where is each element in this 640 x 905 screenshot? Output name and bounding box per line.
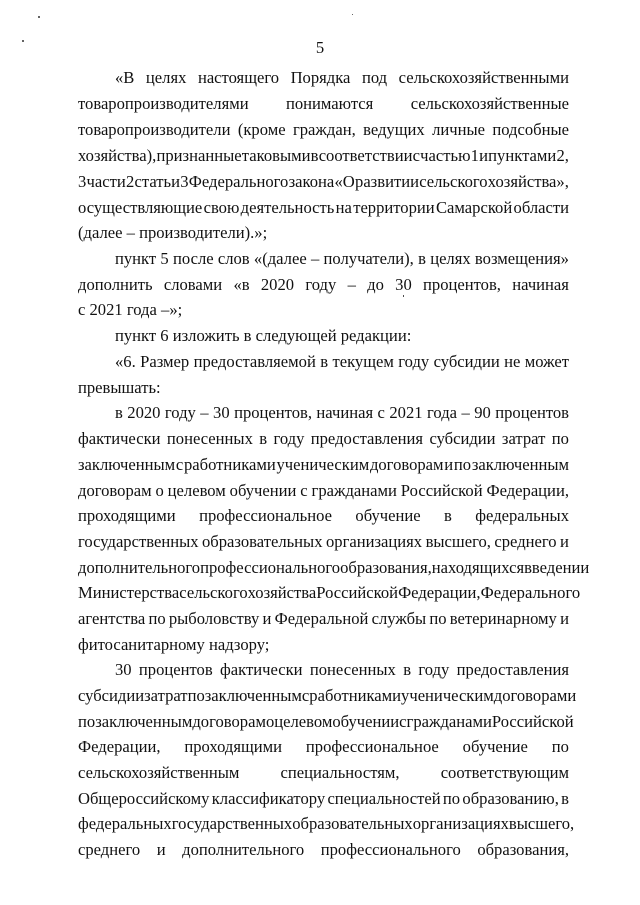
word: среднего [494,532,557,551]
word: хозяйства», [487,172,569,191]
word: до [367,275,384,294]
word: образованию, [462,789,559,808]
word: 2, [556,146,569,165]
word: по [78,712,96,731]
word: году [273,429,305,448]
word: понесенных [166,429,253,448]
word: по [551,429,569,448]
word: – [347,275,356,294]
word: году [305,275,337,294]
word: соответствующим [440,763,569,782]
word: понимаются [285,94,374,113]
word: 2020 [260,275,295,294]
word: и [444,455,454,474]
word: субсидии [433,352,500,371]
word: Российской [316,583,399,602]
word: по [453,455,472,474]
text-line [78,172,569,192]
word: статьи [134,172,180,191]
text-line [115,249,569,269]
word: «(далее [253,249,307,268]
word: федеральных [78,814,172,833]
word: организациях [325,532,423,551]
text-line [78,275,569,295]
word: по [442,789,461,808]
word: закона [288,172,335,191]
word: сельского [419,172,488,191]
word: дополнительного [182,840,305,859]
word: обучение [355,506,421,525]
word: в [561,789,569,808]
word: образования, [340,558,432,577]
word: пунктами [488,146,557,165]
word: работниками [309,686,402,705]
text-line [78,763,569,783]
word: находящихся [431,558,525,577]
text-line: превышать: [78,378,161,397]
word: части [86,172,126,191]
word: понесенных [309,660,396,679]
word: – [461,403,470,422]
word: признанные [156,146,242,165]
word: заключенным [204,686,302,705]
word: «В [115,68,135,87]
word: в [403,660,412,679]
word: начиная [512,275,569,294]
text-line [78,558,590,578]
text-line: пункт 6 изложить в следующей редакции: [115,326,412,345]
text-line [78,789,569,809]
text-line [115,352,569,372]
text-line [78,532,569,552]
word: 30 [115,660,132,679]
word: – [310,249,320,268]
word: на [335,198,352,217]
word: пункт [115,249,157,268]
word: и [560,532,569,551]
word: начиная [316,403,374,422]
word: гражданами [311,481,397,500]
word: обучение [462,737,528,756]
word: «в [233,275,250,294]
word: в [444,506,452,525]
word: проходящими [78,506,176,525]
word: в [418,249,426,268]
word: затрат [501,429,546,448]
word: ученическим [401,686,494,705]
word: по [187,686,205,705]
word: сельскохозяйственные [410,94,569,113]
word: ведении [531,558,590,577]
scan-speck [403,295,404,297]
word: соответствии [318,146,413,165]
word: затрат [144,686,188,705]
word: текущем [332,352,394,371]
word: заключенным [95,712,193,731]
word: «6. [115,352,136,371]
word: с [377,403,385,422]
word: слов [217,249,250,268]
word: и [262,609,272,628]
word: о [155,481,164,500]
word: под [361,68,388,87]
word: Федерального [188,172,289,191]
word: с [301,686,310,705]
word: может [524,352,569,371]
word: частью [420,146,471,165]
word: специальностей [327,789,441,808]
word: настоящего [197,68,280,87]
word: профессиональное [305,737,439,756]
text-line [78,686,577,706]
word: организациях [412,814,509,833]
word: заключенным [78,455,176,474]
word: рыболовству [168,609,260,628]
word: подсобные [492,120,569,139]
word: в [115,403,123,422]
word: высшего, [425,532,491,551]
word: возмещения» [474,249,569,268]
word: 2020 [127,403,161,422]
word: работниками [184,455,276,474]
word: процентов, [234,403,312,422]
word: предоставления [456,660,569,679]
word: ветеринарному [449,609,557,628]
page-number: 5 [315,38,325,57]
word: высшего, [508,814,575,833]
word: Порядка [290,68,351,87]
word: целевом [167,481,226,500]
word: сельскохозяйственными [398,68,569,87]
text-line [78,737,569,757]
word: образовательных [202,532,323,551]
word: Федеральной [274,609,369,628]
word: с [300,481,308,500]
word: и [156,840,166,859]
text-line: фитосанитарному надзору; [78,635,270,654]
word: процентов [138,660,213,679]
word: Размер [140,352,190,371]
word: 1 [470,146,479,165]
word: 2021 [389,403,423,422]
word: граждан, [292,120,356,139]
word: области [513,198,569,217]
text-line [78,429,569,449]
word: по [551,737,569,756]
word: Федерального [480,583,581,602]
word: году [398,352,430,371]
word: образования, [477,840,569,859]
word: в [320,352,329,371]
word: договорам [192,712,266,731]
word: – [200,403,209,422]
word: дополнительного [78,558,201,577]
word: целях [430,249,471,268]
word: личные [432,120,485,139]
word: в [524,558,532,577]
text-line [78,120,569,140]
word: с [412,146,420,165]
word: товаропроизводители [78,120,231,139]
word: Министерства [78,583,180,602]
word: целях [145,68,187,87]
word: государственных [171,814,293,833]
word: в [310,146,319,165]
word: фактически [78,429,161,448]
word: среднего [78,840,141,859]
word: Общероссийскому [78,789,210,808]
word: 3 [78,172,87,191]
word: предоставления [310,429,424,448]
word: обучении [332,712,400,731]
word: 90 [474,403,491,422]
word: Российской [491,712,574,731]
word: деятельность [240,198,335,217]
word: профессиональное [199,506,332,525]
word: по [148,609,166,628]
text-line [115,403,569,423]
word: фактически [220,660,303,679]
word: 2 [125,172,135,191]
word: предоставляемой [193,352,316,371]
word: и [560,609,569,628]
word: ведущих [363,120,425,139]
word: после [172,249,214,268]
word: субсидии [429,429,496,448]
word: году [418,660,450,679]
word: договорам [78,481,152,500]
word: таковыми [241,146,311,165]
text-line [78,94,569,114]
word: обучении [229,481,297,500]
word: специальностям, [280,763,400,782]
word: договорам [493,686,568,705]
word: с [175,455,184,474]
word: дополнить [78,275,153,294]
text-line [78,840,569,860]
word: договорам [369,455,444,474]
word: свою [203,198,240,217]
word: классификатору [211,789,326,808]
word: федеральных [475,506,569,525]
word: процентов [495,403,569,422]
word: сельскохозяйственным [78,763,240,782]
text-line: (далее – производители).»; [78,223,268,242]
word: территории [353,198,435,217]
word: 3 [180,172,189,191]
word: заключенным [471,455,569,474]
word: «О [334,172,355,191]
word: проходящими [184,737,283,756]
word: профессионального [320,840,461,859]
scan-speck [38,16,40,18]
word: ученическим [276,455,370,474]
word: сельского [179,583,248,602]
word: словами [163,275,223,294]
scan-speck [352,14,353,15]
word: процентов, [423,275,501,294]
text-line: с 2021 года –»; [78,300,183,319]
word: и [479,146,488,165]
word: службы [371,609,427,628]
word: о [265,712,275,731]
text-line [78,198,569,218]
text-line [78,609,569,629]
word: по [429,609,447,628]
word: осуществляющие [78,198,203,217]
word: году [164,403,196,422]
word: Российской [400,481,483,500]
text-line [78,712,574,732]
word: агентства [78,609,146,628]
word: хозяйства [247,583,317,602]
text-line [78,146,569,166]
word: государственных [78,532,199,551]
text-line [78,481,569,501]
word: получатели), [323,249,414,268]
word: с [399,712,407,731]
word: (кроме [237,120,286,139]
word: Федерации, [486,481,569,500]
word: субсидии [78,686,145,705]
word: 30 [213,403,230,422]
text-line [78,455,569,475]
word: образовательных [292,814,413,833]
word: Федерации, [398,583,481,602]
word: в [259,429,268,448]
word: Самарской [435,198,513,217]
text-line [78,814,575,834]
word: 5 [160,249,169,268]
word: развитии [355,172,419,191]
word: и [567,686,577,705]
word: целевом [274,712,333,731]
word: не [504,352,521,371]
text-line [115,68,569,88]
text-line [78,506,569,526]
word: гражданами [406,712,492,731]
word: 30 [395,275,412,294]
word: товаропроизводителями [78,94,249,113]
word: профессионального [200,558,341,577]
word: года [426,403,458,422]
text-line [115,660,569,680]
text-line [78,583,581,603]
word: хозяйства), [78,146,157,165]
word: Федерации, [78,737,161,756]
